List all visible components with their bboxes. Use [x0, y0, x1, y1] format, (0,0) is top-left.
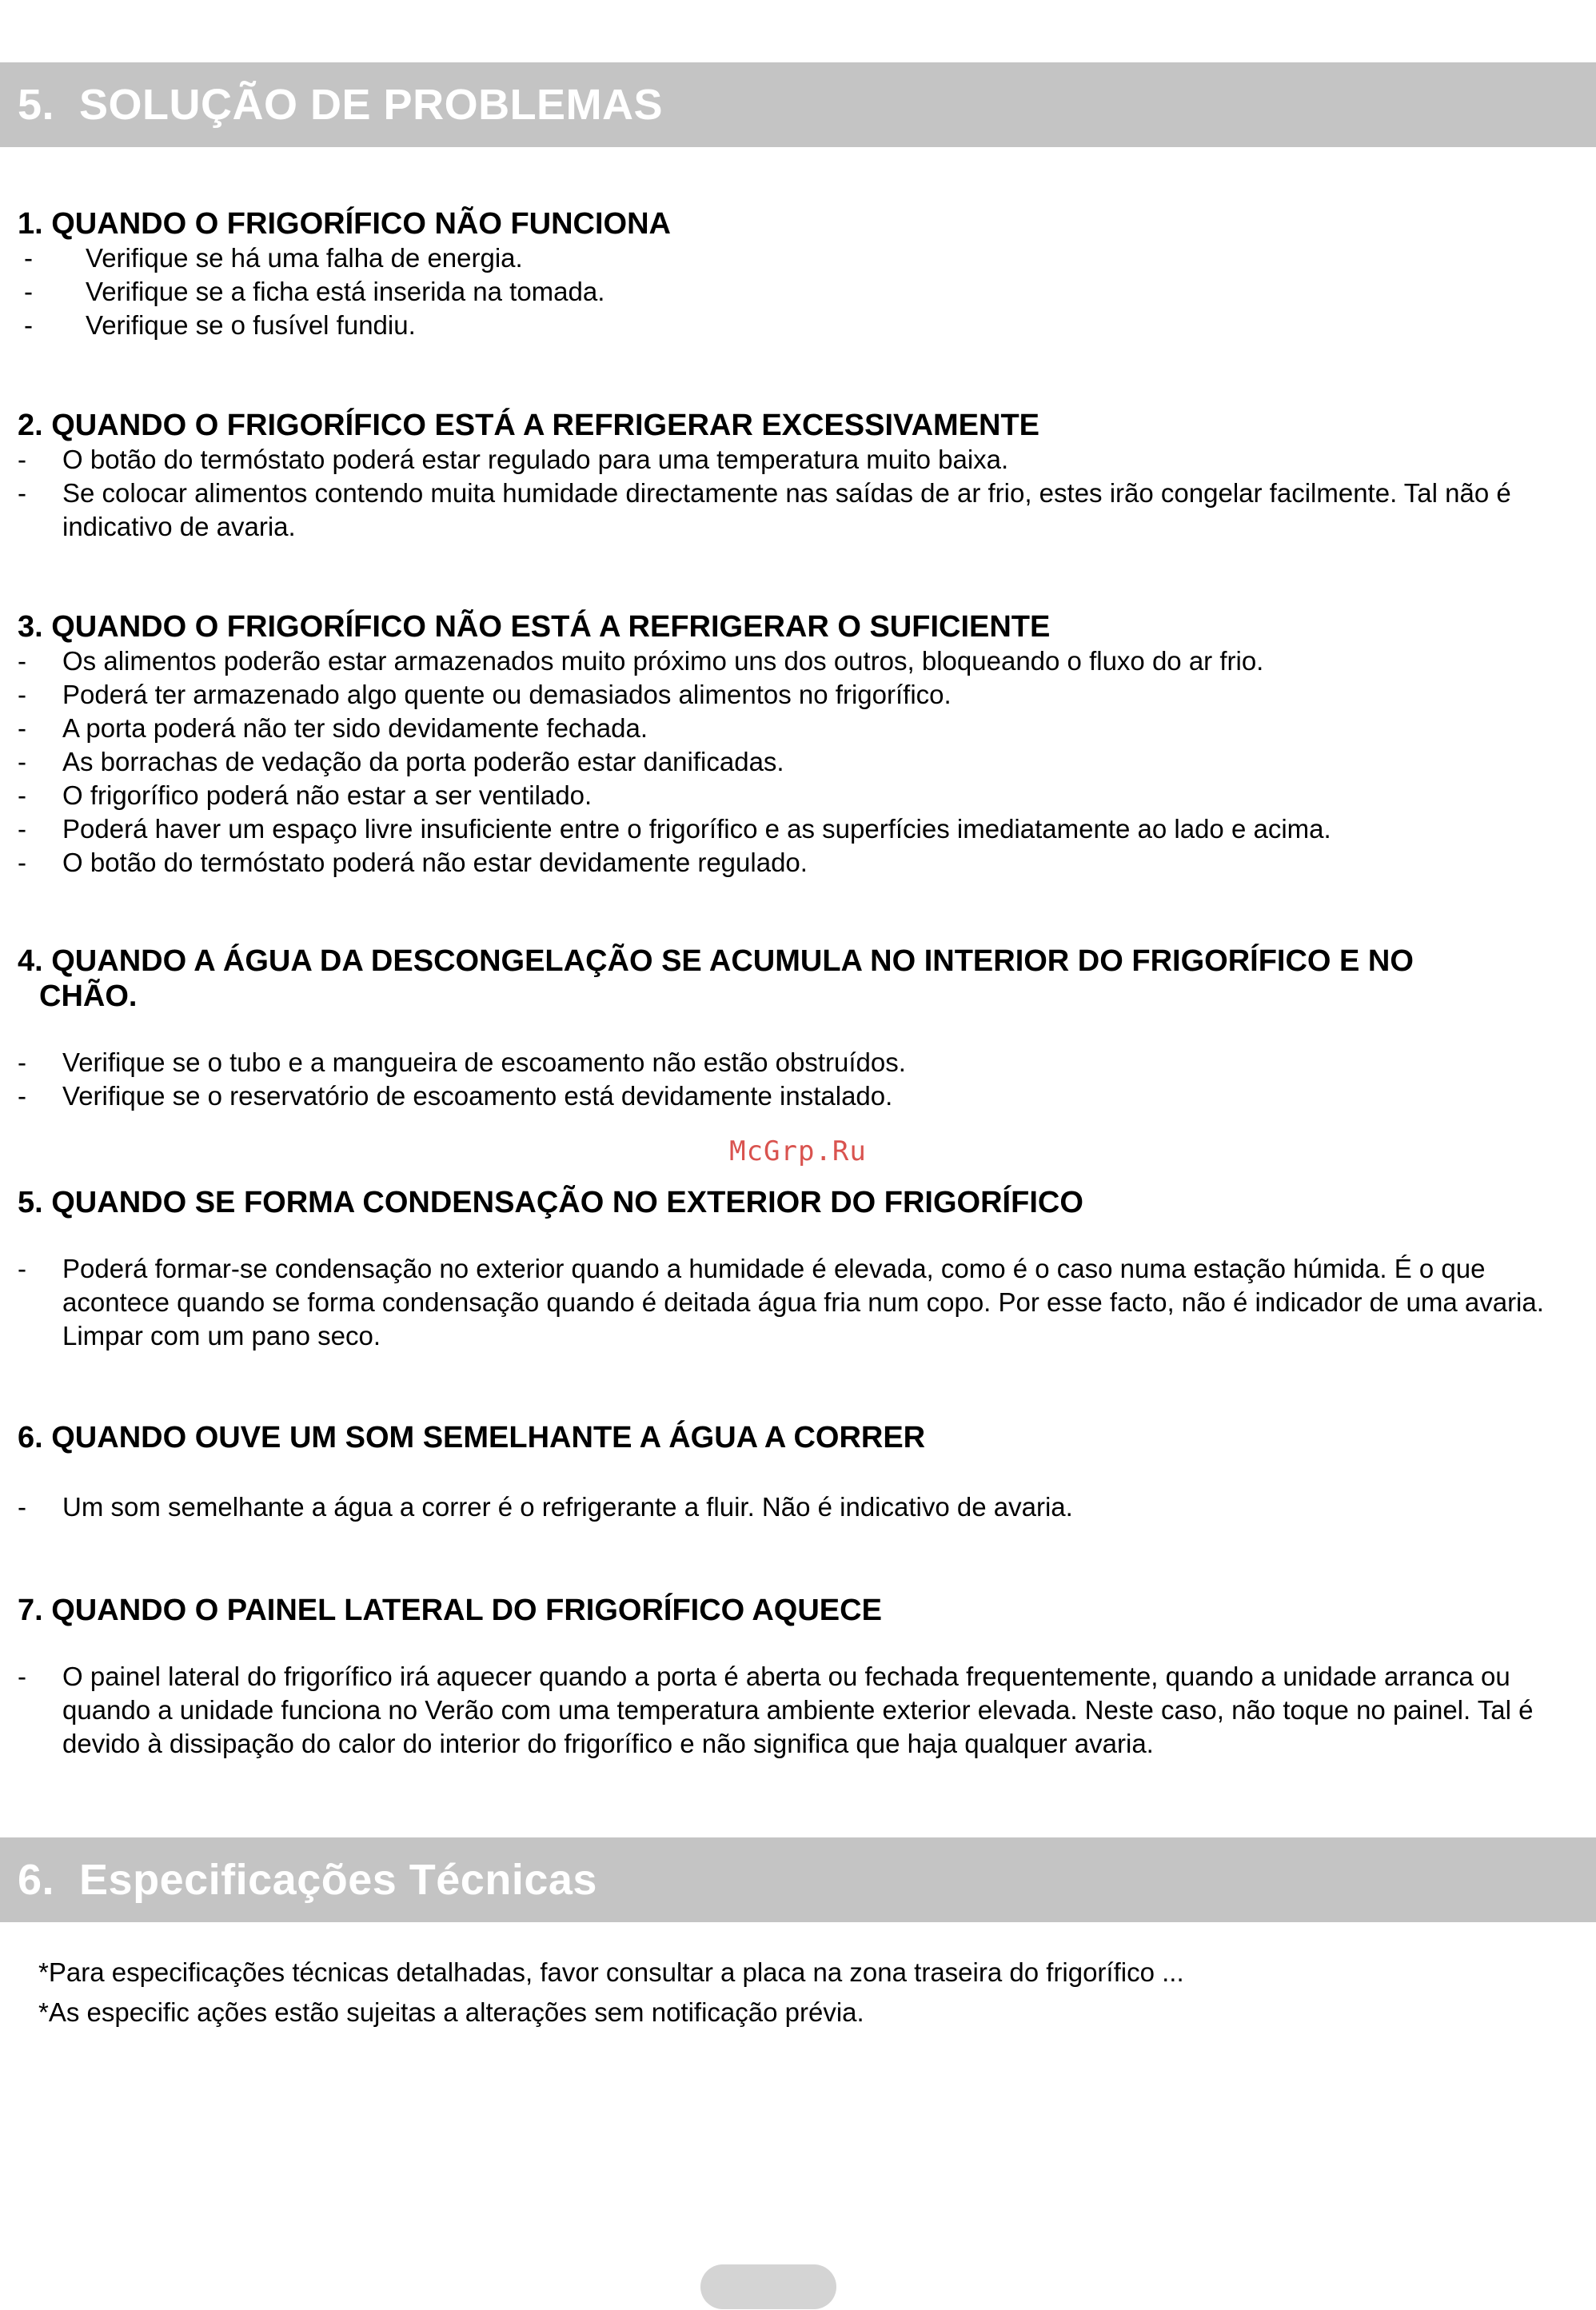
- subsection-defrost-water: [18, 944, 1569, 1113]
- subsection-condensation: [18, 1185, 1569, 1353]
- bullet-dash: -: [18, 1254, 26, 1283]
- list-item: - Verifique se a ficha está inserida na tomada.: [18, 275, 1569, 309]
- subsection-heading: 2. QUANDO O FRIGORÍFICO ESTÁ A REFRIGERAR EXCESSIVAMENTE: [18, 409, 1040, 442]
- subsection-heading: 3. QUANDO O FRIGORÍFICO NÃO ESTÁ A REFRIGERAR O SUFICIENTE: [18, 610, 1051, 644]
- cause-list: [18, 1490, 1569, 1524]
- spec-note: *As especific ações estão sujeitas a alterações sem notificação prévia.: [38, 1997, 864, 2027]
- bullet-dash: -: [18, 646, 26, 676]
- list-item: - Verifique se o tubo e a mangueira de escoamento não estão obstruídos.: [18, 1046, 1569, 1079]
- list-item: - Poderá ter armazenado algo quente ou demasiados alimentos no frigorífico.: [18, 678, 1569, 712]
- list-item: - O botão do termóstato poderá estar regulado para uma temperatura muito baixa.: [18, 443, 1569, 477]
- list-item: - Verifique se o reservatório de escoamento está devidamente instalado.: [18, 1079, 1569, 1113]
- section-banner-specifications: [0, 1837, 1596, 1922]
- list-item: - Verifique se o fusível fundiu.: [18, 309, 1569, 342]
- list-item: - Verifique se há uma falha de energia.: [18, 241, 1569, 275]
- subsection-heading: 6. QUANDO OUVE UM SOM SEMELHANTE A ÁGUA A CORRER: [18, 1421, 926, 1454]
- list-item: - O painel lateral do frigorífico irá aquecer quando a porta é aberta ou fechada frequentemente, quando a unidade arranca ou quando a unidade funciona no Verão com uma temperatura ambiente exterior elevada. Neste caso, não toque no painel. Tal é devido à dissipação do calor do interior do frigorífico e não significa que haja qualquer avaria.: [18, 1662, 1534, 1758]
- bullet-dash: -: [18, 1492, 26, 1522]
- bullet-dash: -: [24, 310, 33, 340]
- list-item: - Poderá haver um espaço livre insuficiente entre o frigorífico e as superfícies imediatamente ao lado e acima.: [18, 812, 1569, 846]
- bullet-dash: -: [18, 1662, 26, 1691]
- subsection-heading: 5. QUANDO SE FORMA CONDENSAÇÃO NO EXTERIOR DO FRIGORÍFICO: [18, 1186, 1083, 1219]
- subsection-under-cooling: [18, 609, 1569, 880]
- check-list: [18, 241, 1569, 342]
- bullet-dash: -: [18, 713, 26, 743]
- bullet-dash: -: [24, 243, 33, 273]
- watermark-text: McGrp.Ru: [729, 1135, 867, 1167]
- bullet-dash: -: [24, 277, 33, 306]
- list-item: - Um som semelhante a água a correr é o refrigerante a fluir. Não é indicativo de avaria.: [18, 1490, 1569, 1524]
- subsection-heading: 1. QUANDO O FRIGORÍFICO NÃO FUNCIONA: [18, 207, 671, 241]
- bullet-dash: -: [18, 747, 26, 776]
- subsection-heading: 7. QUANDO O PAINEL LATERAL DO FRIGORÍFICO AQUECE: [18, 1594, 882, 1627]
- list-item: - Os alimentos poderão estar armazenados muito próximo uns dos outros, bloqueando o fluxo do ar frio.: [18, 644, 1569, 678]
- list-item: - Poderá formar-se condensação no exterior quando a humidade é elevada, como é o caso numa estação húmida. É o que acontece quando se forma condensação quando é deitada água fria num copo. Por esse facto, não é indicador de uma avaria. Limpar com um pano seco.: [18, 1254, 1544, 1350]
- section-banner-troubleshooting: [0, 62, 1596, 147]
- cause-list: [18, 443, 1569, 544]
- cause-list: [18, 1252, 1569, 1353]
- bullet-dash: -: [18, 848, 26, 877]
- page-number-badge: [700, 2264, 836, 2309]
- section-title: 5. SOLUÇÃO DE PROBLEMAS: [18, 81, 664, 129]
- bullet-dash: -: [18, 1081, 26, 1111]
- subsection-water-sound: [18, 1420, 1569, 1524]
- section-title: 6. Especificações Técnicas: [18, 1856, 597, 1904]
- bullet-dash: -: [18, 814, 26, 844]
- bullet-dash: -: [18, 445, 26, 474]
- spec-note: *Para especificações técnicas detalhadas, favor consultar a placa na zona traseira do frigorífico ...: [38, 1957, 1184, 1987]
- subsection-over-cooling: [18, 408, 1569, 544]
- cause-list: [18, 1660, 1569, 1761]
- list-item: - O botão do termóstato poderá não estar devidamente regulado.: [18, 846, 1569, 880]
- list-item: - As borrachas de vedação da porta poderão estar danificadas.: [18, 745, 1569, 779]
- subsection-side-panel-heat: [18, 1593, 1569, 1761]
- check-list: [18, 1046, 1569, 1113]
- list-item: - O frigorífico poderá não estar a ser ventilado.: [18, 779, 1569, 812]
- subsection-heading: 4. QUANDO A ÁGUA DA DESCONGELAÇÃO SE ACUMULA NO INTERIOR DO FRIGORÍFICO E NO CHÃO.: [18, 944, 1414, 1013]
- list-item: - A porta poderá não ter sido devidamente fechada.: [18, 712, 1569, 745]
- bullet-dash: -: [18, 478, 26, 508]
- bullet-dash: -: [18, 680, 26, 709]
- subsection-not-working: [18, 206, 1569, 342]
- cause-list: [18, 644, 1569, 880]
- list-item: - Se colocar alimentos contendo muita humidade directamente nas saídas de ar frio, estes irão congelar facilmente. Tal não é indicativo de avaria.: [18, 478, 1511, 541]
- bullet-dash: -: [18, 780, 26, 810]
- bullet-dash: -: [18, 1047, 26, 1077]
